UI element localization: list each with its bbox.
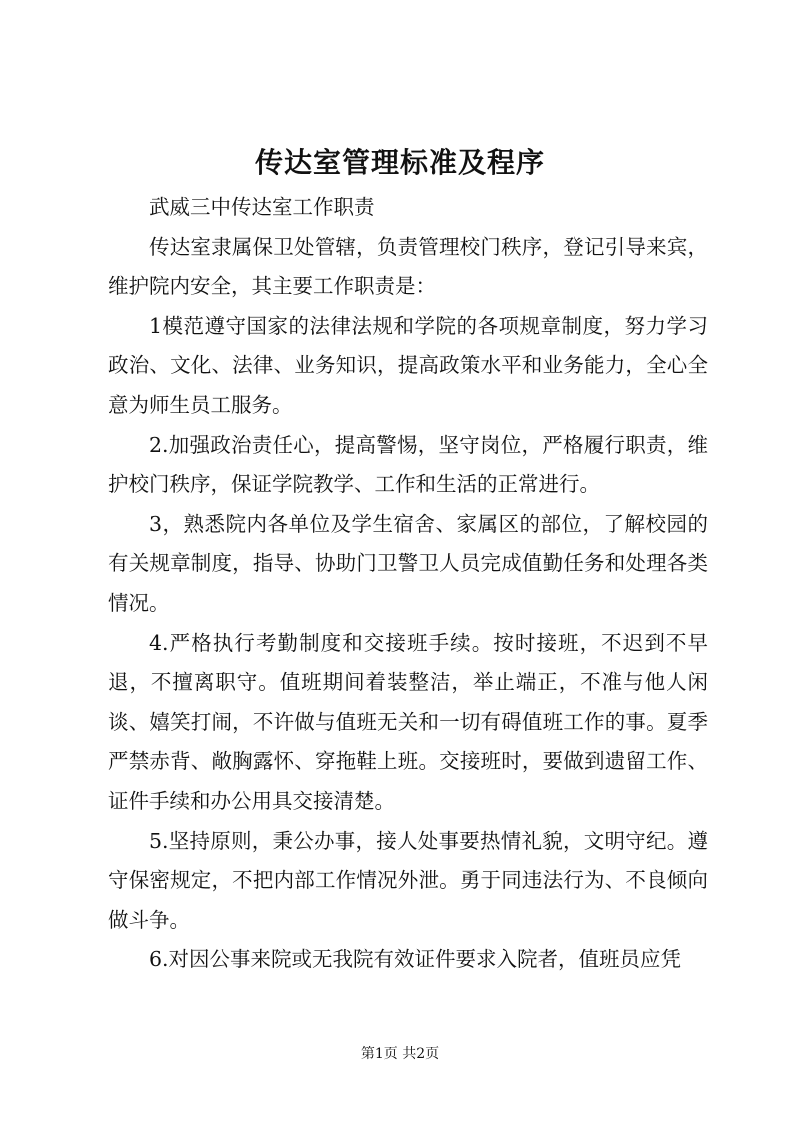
paragraph-intro: 传达室隶属保卫处管辖，负责管理校门秩序，登记引导来宾，维护院内安全，其主要工作职责是：	[108, 234, 708, 299]
paragraph-item-6: 6.对因公事来院或无我院有效证件要求入院者，值班员应凭	[149, 947, 682, 972]
paragraph-item-3: 3，熟悉院内各单位及学生宿舍、家属区的部位，了解校园的有关规章制度，指导、协助门卫警卫人员完成值勤任务和处理各类情况。	[108, 511, 708, 615]
paragraph-item-5: 5.坚持原则，秉公办事，接人处事要热情礼貌，文明守纪。遵守保密规定，不把内部工作情况外泄。勇于同违法行为、不良倾向做斗争。	[108, 828, 708, 932]
paragraph-item-1: 1模范遵守国家的法律法规和学院的各项规章制度，努力学习政治、文化、法律、业务知识，提高政策水平和业务能力，全心全意为师生员工服务。	[108, 313, 708, 417]
paragraph-item-4: 4.严格执行考勤制度和交接班手续。按时接班，不迟到不早退，不擅离职守。值班期间着装整洁，举止端正，不准与他人闲谈、嬉笑打闹，不许做与值班无关和一切有碍值班工作的事。夏季严禁赤背、敞胸露怀、穿拖鞋上班。交接班时，要做到遗留工作、证件手续和办公用具交接清楚。	[108, 630, 708, 813]
paragraph-item-2: 2.加强政治责任心，提高警惕，坚守岗位，严格履行职责，维护校门秩序，保证学院教学、工作和生活的正常进行。	[108, 432, 708, 497]
document-title: 传达室管理标准及程序	[254, 146, 545, 179]
document-body	[108, 188, 708, 980]
page-footer: 第1页 共2页	[360, 1046, 440, 1062]
paragraph-subtitle: 武威三中传达室工作职责	[149, 195, 375, 219]
